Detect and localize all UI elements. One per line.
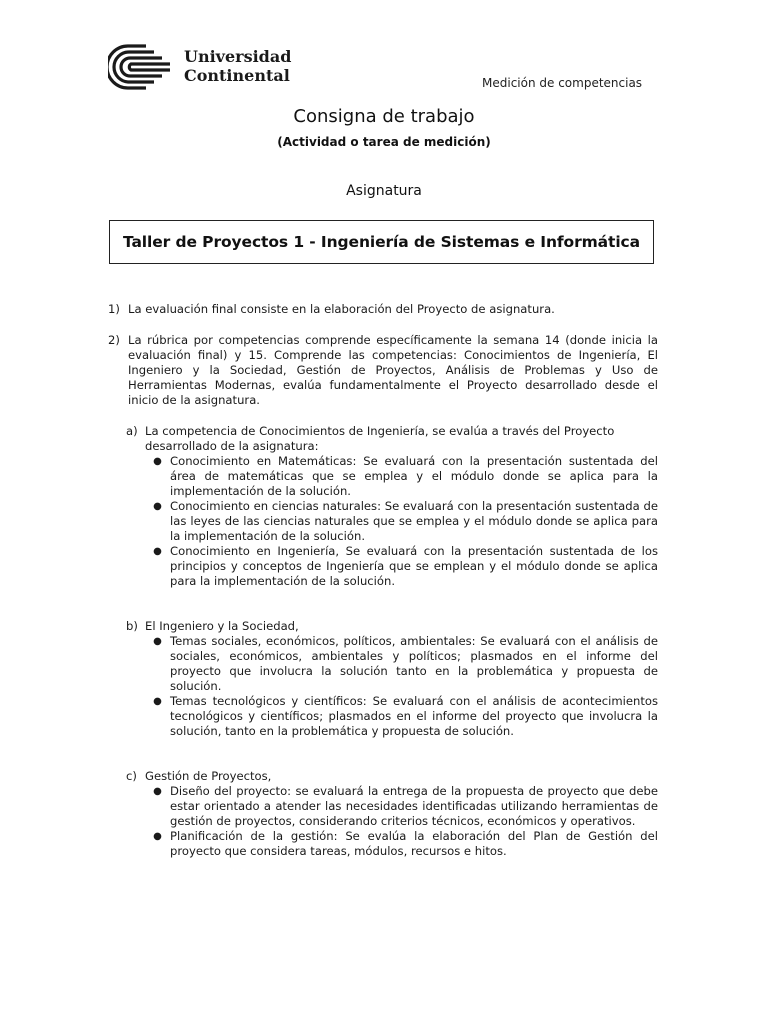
header-section-label: Medición de competencias [482,76,643,90]
bullet-item: ● Conocimiento en ciencias naturales: Se evaluará con la presentación sustentada de las leyes de las ciencias naturales que se emplea y el módulo donde se aplica para la implementación de la solución. [145,499,658,544]
logo-line-2: Continental [184,66,290,85]
bullet-list [145,784,658,859]
bullet-item: ● Planificación de la gestión: Se evalúa la elaboración del Plan de Gestión del proyecto que considera tareas, módulos, recursos e hitos. [145,829,658,859]
bullet-dot-icon: ● [153,546,162,557]
bullet-dot-icon: ● [153,831,162,842]
bullet-item: ● Temas sociales, económicos, políticos, ambientales: Se evaluará con el análisis de sociales, económicos, ambientales y políticos; plasmados en el informe del proyecto que involucra la solución tanto en la problemática y propuesta de solución. [145,634,658,694]
instructions-body [108,302,658,859]
subsection-list [126,424,658,859]
bullet-item: ● Diseño del proyecto: se evaluará la entrega de la propuesta de proyecto que debe estar orientado a atender las necesidades identificadas utilizando herramientas de gestión de proyectos, considerando criterios técnicos, económicos y operativos. [145,784,658,829]
item-text: La rúbrica por competencias comprende específicamente la semana 14 (donde inicia la evaluación final) y 15. Comprende las competencias: Conocimientos de Ingeniería, El Ingeniero y la Sociedad, Gestión de Proyectos, Análisis de Problemas y Uso de Herramientas Modernas, evalúa fundamentalmente el Proyecto desarrollado desde el inicio de la asignatura. [128,333,658,407]
subsection-c [126,769,658,859]
numbered-item [108,333,658,408]
logo-line-1: Universidad [184,47,292,66]
university-logo-icon [108,44,174,90]
subsection-heading: El Ingeniero y la Sociedad, [145,619,299,633]
item-number: 2) [108,333,120,347]
course-name: Taller de Proyectos 1 - Ingeniería de Sistemas e Informática [122,233,641,251]
item-number: 1) [108,302,120,316]
bullet-dot-icon: ● [153,456,162,467]
subsection-heading: Gestión de Proyectos, [145,769,272,783]
subsection-b [126,619,658,739]
bullet-item: ● Conocimiento en Matemáticas: Se evaluará con la presentación sustentada del área de matemáticas que se emplea y el módulo donde se aplica para la implementación de la solución. [145,454,658,499]
subject-label: Asignatura [346,183,422,199]
subsection-letter: a) [126,424,138,438]
bullet-dot-icon: ● [153,636,162,647]
page-title: Consigna de trabajo [293,106,475,127]
bullet-item: ● Temas tecnológicos y científicos: Se evaluará con el análisis de acontecimientos tecnológicos y científicos; plasmados en el informe del proyecto que involucra la solución, tanto en la problemática y propuesta de solución. [145,694,658,739]
page-subtitle: (Actividad o tarea de medición) [277,135,491,149]
bullet-list [145,454,658,589]
numbered-item [108,302,658,317]
university-logo [108,44,292,92]
bullet-item: ● Conocimiento en Ingeniería, Se evaluará con la presentación sustentada de los principios y conceptos de Ingeniería que se emplean y el módulo donde se aplica para la implementación de la solución. [145,544,658,589]
subsection-letter: b) [126,619,138,633]
bullet-dot-icon: ● [153,696,162,707]
subsection-letter: c) [126,769,137,783]
bullet-list [145,634,658,739]
course-name-box [109,220,654,264]
item-text: La evaluación final consiste en la elaboración del Proyecto de asignatura. [128,302,555,316]
bullet-dot-icon: ● [153,786,162,797]
bullet-dot-icon: ● [153,501,162,512]
university-name [184,47,291,85]
subsection-heading: La competencia de Conocimientos de Ingeniería, se evalúa a través del Proyecto desarrollado de la asignatura: [145,424,615,453]
subsection-a [126,424,658,589]
